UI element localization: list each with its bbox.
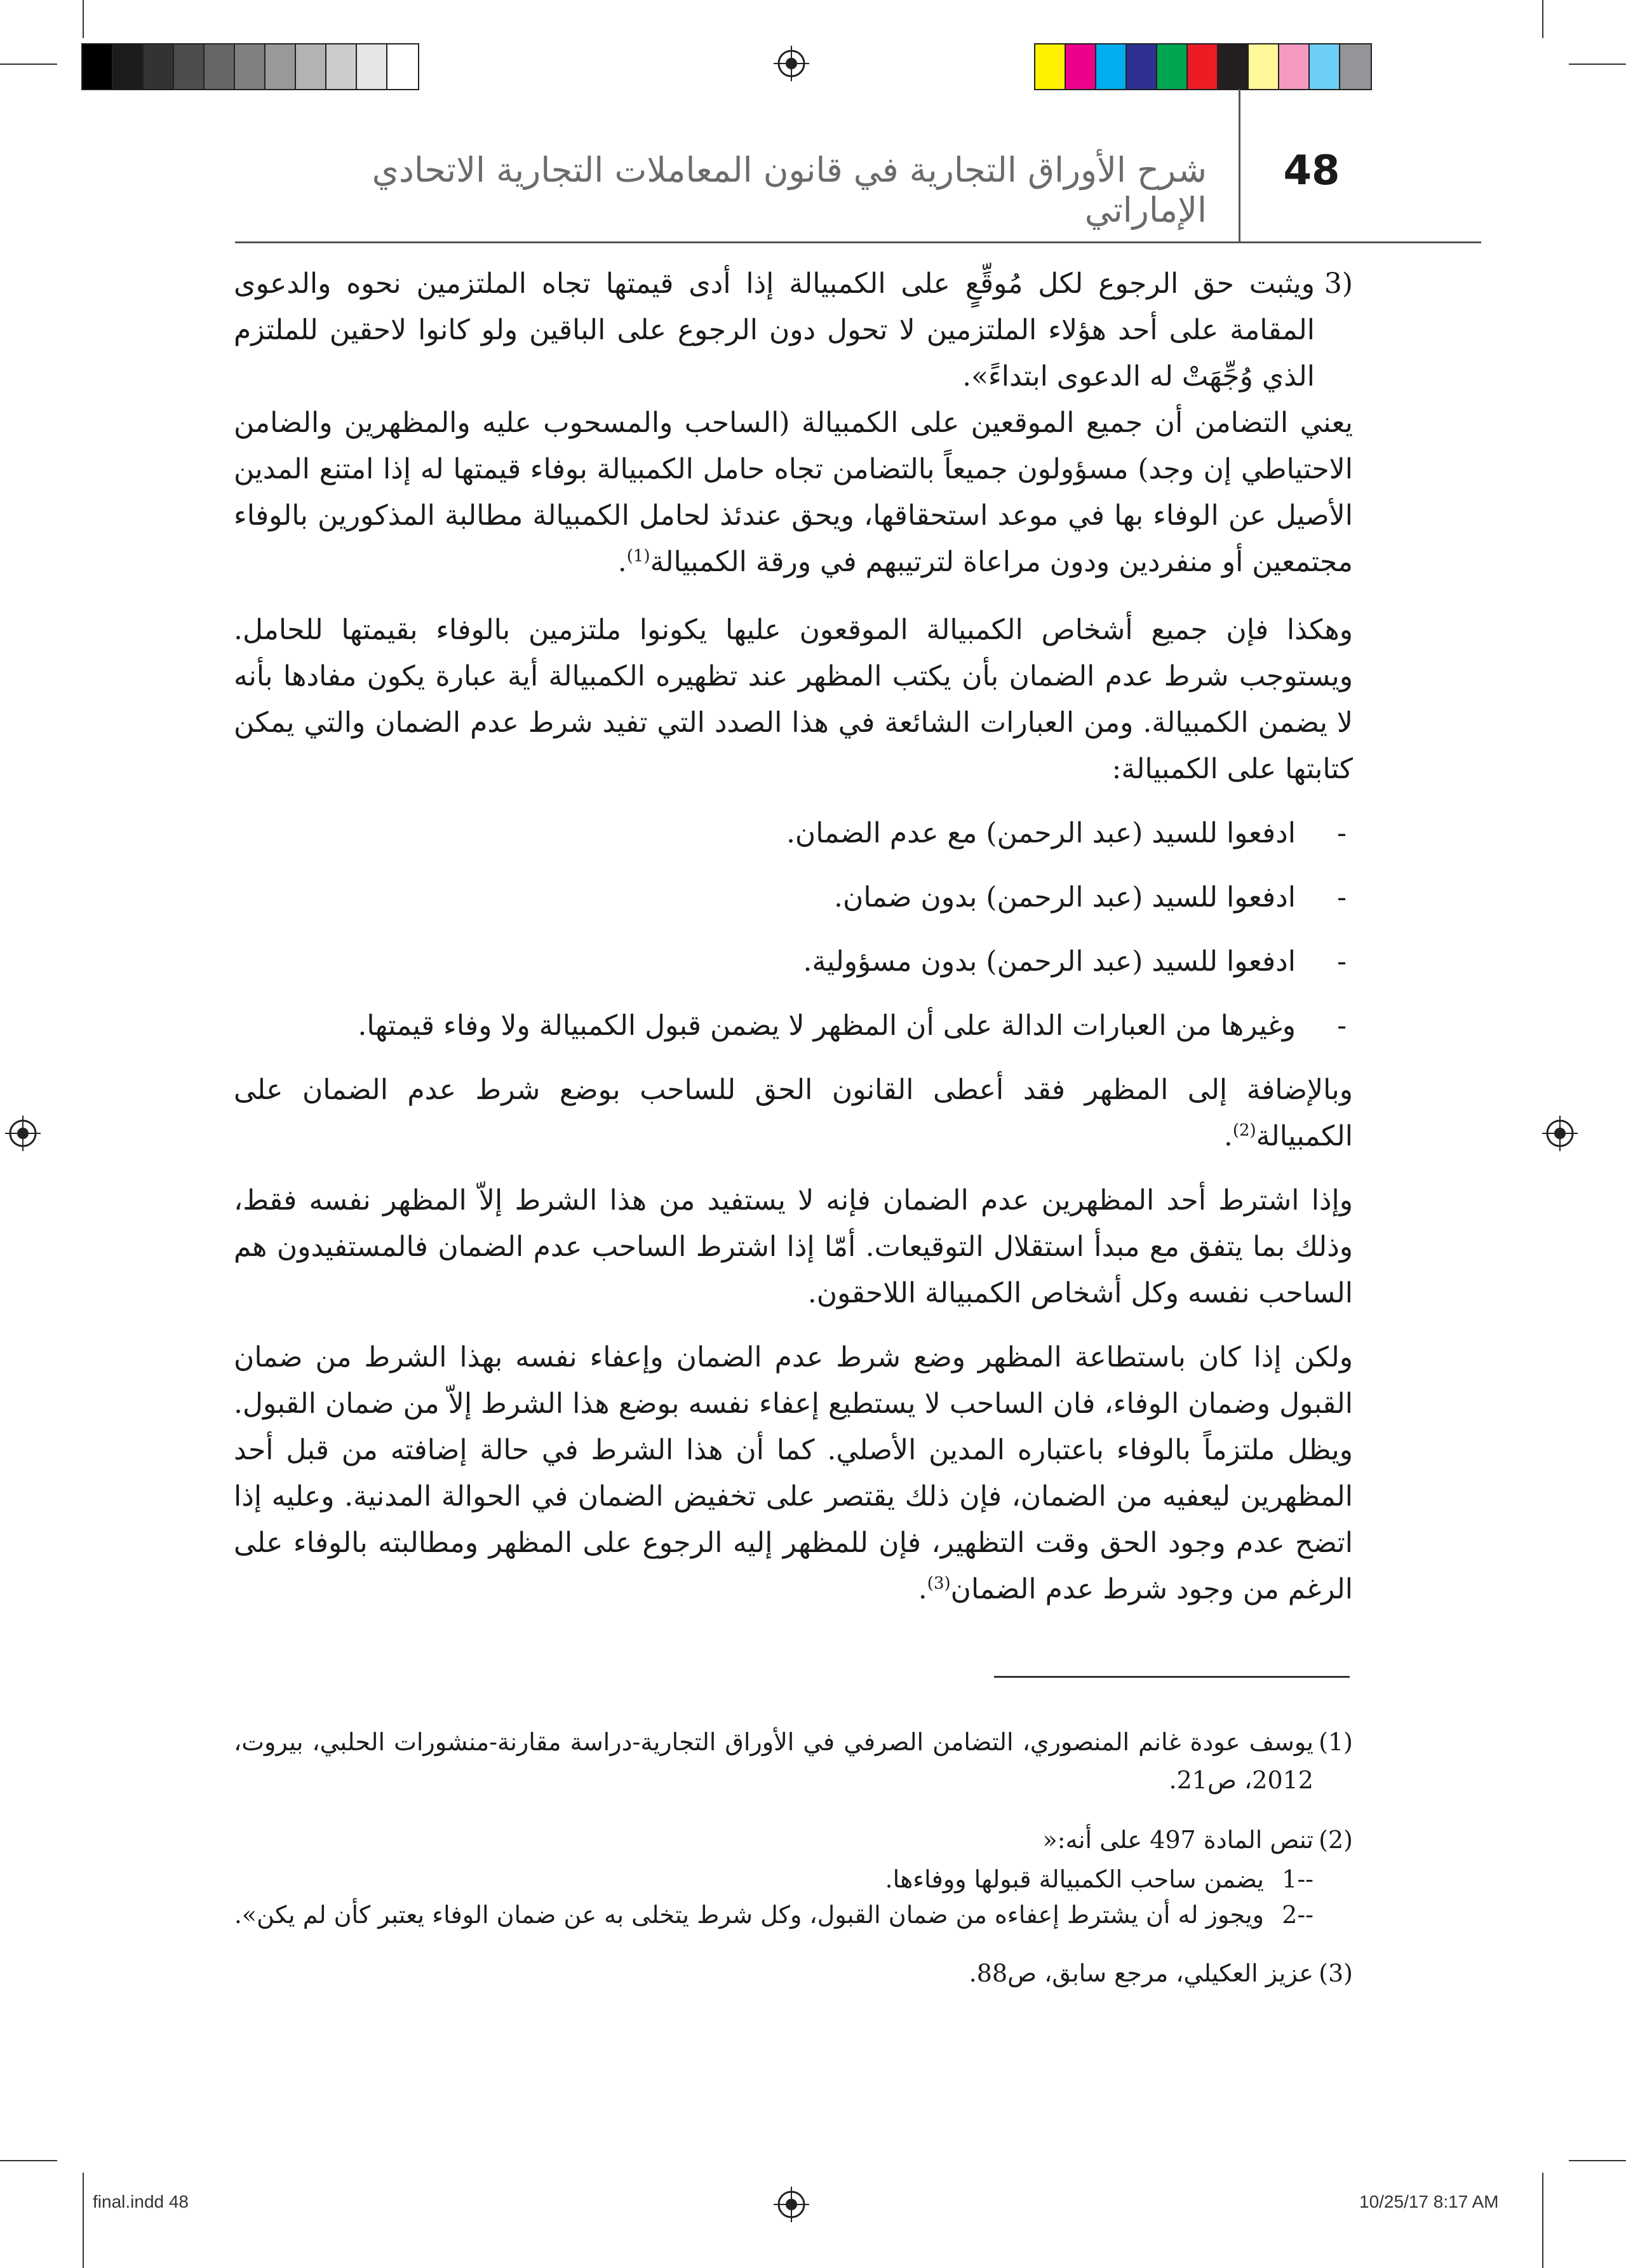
registration-mark-icon xyxy=(1542,1116,1578,1151)
registration-mark-icon xyxy=(5,1116,41,1151)
footnote-separator xyxy=(994,1676,1350,1678)
paragraph xyxy=(234,1334,1353,1612)
slug-timestamp: 10/25/17 8:17 AM xyxy=(1359,2192,1499,2211)
color-swatch xyxy=(1066,44,1096,89)
list-item-text: وغيرها من العبارات الدالة على أن المظهر لا يضمن قبول الكمبيالة ولا وفاء قيمتها. xyxy=(358,1009,1296,1042)
color-swatch xyxy=(113,44,144,89)
item-marker: (3 xyxy=(1324,267,1353,300)
footnote-marker: (3) xyxy=(1319,1959,1353,1987)
color-swatch xyxy=(1096,44,1127,89)
footnote-text: تنص المادة 497 على أنه:« xyxy=(1042,1826,1314,1854)
footnote-text: يوسف عودة غانم المنصوري، التضامن الصرفي في الأوراق التجارية-دراسة مقارنة-منشورات الحلبي، بيروت، 2012، ص21. xyxy=(234,1728,1314,1794)
registration-mark-icon xyxy=(774,46,809,81)
footnote-text: عزيز العكيلي، مرجع سابق، ص88. xyxy=(969,1959,1314,1987)
list-marker: - xyxy=(1337,945,1347,978)
color-swatch xyxy=(144,44,174,89)
color-swatch xyxy=(326,44,357,89)
footnote-ref[interactable]: (1) xyxy=(626,546,650,566)
footnote xyxy=(234,1723,1353,1799)
list-item xyxy=(234,938,1353,985)
color-swatch xyxy=(387,44,418,89)
paragraph xyxy=(234,400,1353,585)
color-swatch xyxy=(296,44,326,89)
color-swatch xyxy=(1188,44,1218,89)
footnotes xyxy=(234,1723,1353,2014)
color-swatch xyxy=(205,44,235,89)
footnote-marker: (2) xyxy=(1319,1826,1353,1854)
paragraph-text: . xyxy=(617,546,627,578)
color-swatch xyxy=(83,44,113,89)
list-marker: - xyxy=(1337,1009,1347,1042)
footnote-ref[interactable]: (3) xyxy=(927,1574,951,1593)
paragraph-text: . xyxy=(1223,1120,1233,1152)
footnote-marker: (1) xyxy=(1319,1728,1353,1756)
footnote-ref[interactable]: (2) xyxy=(1232,1121,1256,1140)
paragraph xyxy=(234,1067,1353,1159)
list-item-text: ادفعوا للسيد (عبد الرحمن) مع عدم الضمان. xyxy=(786,817,1296,849)
color-swatch xyxy=(174,44,205,89)
crop-mark xyxy=(1542,2173,1543,2268)
crop-mark xyxy=(83,0,84,38)
list-marker: - xyxy=(1337,817,1347,849)
crop-mark xyxy=(0,64,57,65)
color-swatch xyxy=(1157,44,1188,89)
color-swatch xyxy=(1035,44,1066,89)
list-marker: - xyxy=(1337,881,1347,914)
color-swatch xyxy=(265,44,296,89)
crop-mark xyxy=(1569,64,1626,65)
header-rule xyxy=(235,241,1481,243)
footnote-subitem-marker: --1 xyxy=(1282,1865,1314,1893)
paragraph-text: ولكن إذا كان باستطاعة المظهر وضع شرط عدم الضمان وإعفاء نفسه بهذا الشرط من ضمان القبول وضمان الوفاء، فان الساحب لا يستطيع إعفاء نفسه بوضع هذا الشرط إلاّ من ضمان القبول. ويظل ملتزماً بالوفاء باعتباره المدين الأصلي. كما أن هذا الشرط في حالة إضافته من قبل أحد المظهرين ليعفيه من الضمان، فإن ذلك يقتصر على تخفيض الضمان في الحوالة المدنية. وعليه إذا اتضح عدم وجود الحق وقت التظهير، فإن للمظهر إليه الرجوع على المظهر ومطالبته بالوفاء على الرغم من وجود شرط عدم الضمان xyxy=(234,1341,1353,1605)
paragraph: وإذا اشترط أحد المظهرين عدم الضمان فإنه لا يستفيد من هذا الشرط إلاّ المظهر نفسه فقط، وذلك بما يتفق مع مبدأ استقلال التوقيعات. أمّا إذا اشترط الساحب عدم الضمان فالمستفيدون هم الساحب نفسه وكل أشخاص الكمبيالة اللاحقون. xyxy=(234,1184,1353,1309)
list-item xyxy=(234,1002,1353,1049)
paragraph: وهكذا فإن جميع أشخاص الكمبيالة الموقعون عليها يكونوا ملتزمين بالوفاء بقيمتها للحامل. ويستوجب شرط عدم الضمان بأن يكتب المظهر عند تظهيره الكمبيالة أية عبارة يكون مفادها بأنه لا يضمن الكمبيالة. ومن العبارات الشائعة في هذا الصدد التي تفيد شرط عدم الضمان والتي يمكن كتابتها على الكمبيالة: xyxy=(234,614,1353,785)
color-swatch xyxy=(235,44,265,89)
paragraph-text: يعني التضامن أن جميع الموقعين على الكمبيالة (الساحب والمسحوب عليه والمظهرين والضامن الاحتياطي إن وجد) مسؤولون جميعاً بالتضامن تجاه حامل الكمبيالة بوفاء قيمتها له إذا امتنع المدين الأصيل عن الوفاء بها في موعد استحقاقها، ويحق عندئذ لحامل الكمبيالة مطالبة المذكورين بالوفاء مجتمعين أو منفردين ودون مراعاة لترتيبهم في ورقة الكمبيالة xyxy=(234,407,1353,578)
header-divider xyxy=(1239,89,1240,241)
paragraph-text: . xyxy=(918,1573,927,1605)
page-number: 48 xyxy=(1283,147,1340,194)
process-color-bar xyxy=(1034,43,1372,90)
color-swatch xyxy=(1218,44,1249,89)
registration-mark-icon xyxy=(774,2187,809,2222)
color-swatch xyxy=(1249,44,1279,89)
list-item xyxy=(234,810,1353,856)
numbered-item xyxy=(234,260,1353,400)
footnote-subitem-text: ويجوز له أن يشترط إعفاءه من ضمان القبول، وكل شرط يتخلى به عن ضمان الوفاء يعتبر كأن لم يكن». xyxy=(234,1901,1264,1929)
crop-mark xyxy=(0,2160,57,2161)
list-item-text: ادفعوا للسيد (عبد الرحمن) بدون مسؤولية. xyxy=(803,945,1296,978)
footnote-subitem-marker: --2 xyxy=(1282,1901,1314,1929)
footnote xyxy=(234,1954,1353,1992)
item-text: ويثبت حق الرجوع لكل مُوقِّعٍ على الكمبيالة إذا أدى قيمتها تجاه الملتزمين نحوه والدعوى المقامة على أحد هؤلاء الملتزمين لا تحول دون الرجوع على الباقين ولو كانوا لاحقين للملتزم الذي وُجِّهَتْ له الدعوى ابتداءً». xyxy=(234,267,1315,393)
footnote-subitem xyxy=(234,1861,1353,1897)
footnote-subitem-text: يضمن ساحب الكمبيالة قبولها ووفاءها. xyxy=(885,1865,1264,1893)
color-swatch xyxy=(357,44,387,89)
color-swatch xyxy=(1279,44,1310,89)
crop-mark xyxy=(1542,0,1543,38)
paragraph-text: وبالإضافة إلى المظهر فقد أعطى القانون الحق للساحب بوضع شرط عدم الضمان على الكمبيالة xyxy=(234,1074,1353,1152)
crop-mark xyxy=(1569,2160,1626,2161)
crop-mark xyxy=(83,2173,84,2268)
slug-filename: final.indd 48 xyxy=(93,2192,189,2211)
color-swatch xyxy=(1340,44,1371,89)
list-item xyxy=(234,874,1353,921)
footnote-subitem xyxy=(234,1897,1353,1933)
color-swatch xyxy=(1310,44,1340,89)
list-item-text: ادفعوا للسيد (عبد الرحمن) بدون ضمان. xyxy=(834,881,1296,914)
main-body xyxy=(234,260,1353,1630)
color-swatch xyxy=(1127,44,1157,89)
running-header-title: شرح الأوراق التجارية في قانون المعاملات التجارية الاتحادي الإماراتي xyxy=(372,150,1207,230)
footnote xyxy=(234,1821,1353,1859)
grayscale-color-bar xyxy=(81,43,419,90)
